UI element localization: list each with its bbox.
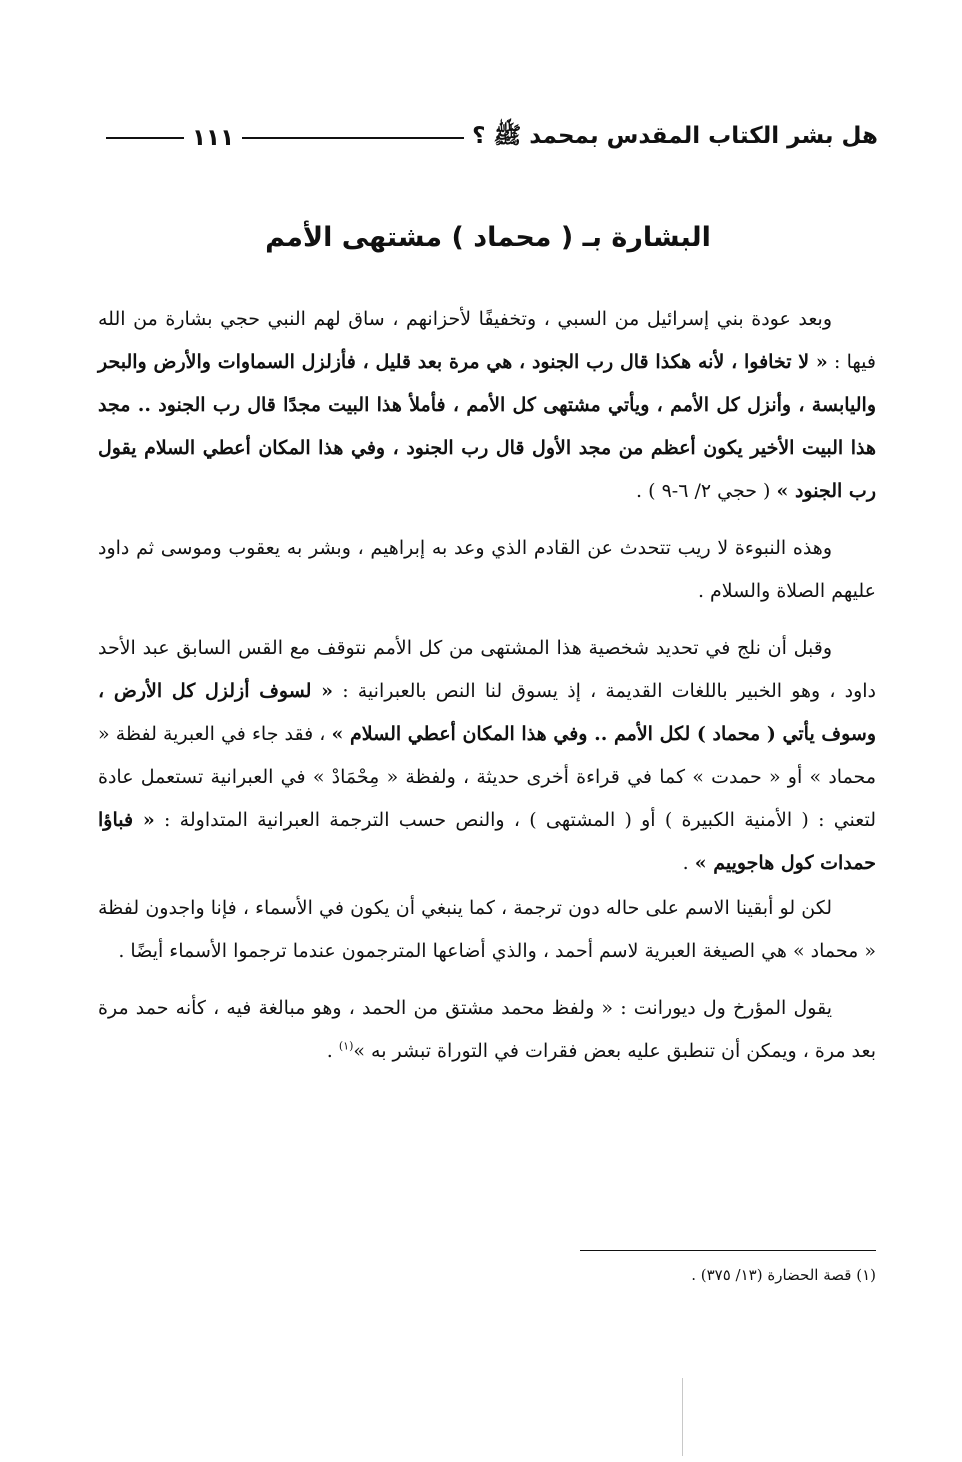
paragraph-2: وهذه النبوءة لا ريب تتحدث عن القادم الذي وعد به إبراهيم ، وبشر به يعقوب وموسى ثم داود عليهم الصلاة والسلام .	[98, 537, 876, 602]
scan-artifact-line	[682, 1378, 683, 1456]
header-rule-short	[106, 137, 184, 139]
paragraph-3-end: .	[682, 852, 695, 874]
paragraph-1	[98, 298, 876, 513]
paragraph-3-quote: « لسوف أزلزل كل الأرض ، وسوف يأتي ( محماد ) لكل الأمم .. وفي هذا المكان أعطي السلام »	[98, 680, 876, 745]
paragraph-5	[98, 987, 876, 1073]
paragraph-5-end: .	[326, 1040, 339, 1062]
running-header	[98, 118, 878, 158]
paragraph-3-hebrew-quote: « فباؤا حمدات كول هاجوييم »	[98, 809, 876, 874]
footnote-marker: (١)	[338, 1039, 354, 1053]
header-rule-long	[242, 137, 464, 139]
paragraph-1-intro: وبعد عودة بني إسرائيل من السبي ، وتخفيفًا لأحزانهم ، ساق لهم النبي حجي بشارة من الله فيها :	[98, 308, 876, 373]
paragraph-5-text: يقول المؤرخ ول ديورانت : « ولفظ محمد مشتق من الحمد ، وهو مبالغة فيه ، كأنه حمد مرة بعد مرة ، ويمكن أن تنطبق عليه بعض فقرات في التوراة تبشر به »	[98, 997, 876, 1062]
paragraph-3-intro: وقبل أن نلج في تحديد شخصية هذا المشتهى من كل الأمم نتوقف مع القس السابق عبد الأحد داود ، وهو الخبير باللغات القديمة ، إذ يسوق لنا النص بالعبرانية :	[98, 637, 876, 702]
chapter-title: البشارة بـ ( محماد ) مشتهى الأمم	[265, 222, 711, 253]
footnote-separator	[580, 1250, 876, 1251]
footnote: (١) قصة الحضارة (١٣/ ٣٧٥) .	[691, 1266, 876, 1284]
page-number: ١١١	[192, 125, 235, 151]
paragraph-3	[98, 627, 876, 885]
paragraph-1-reference: ( حجي ٢/ ٦-٩ ) .	[636, 480, 777, 502]
paragraph-1-quote: « لا تخافوا ، لأنه هكذا قال رب الجنود ، هي مرة بعد قليل ، فأزلزل السماوات والأرض والبحر واليابسة ، وأنزل كل الأمم ، ويأتي مشتهى كل الأمم ، فأملأ هذا البيت مجدًا قال رب الجنود .. مجد هذا البيت الأخير يكون أعظم من مجد الأول قال رب الجنود ، وفي هذا المكان أعطي السلام يقول رب الجنود »	[98, 351, 877, 502]
body-text	[98, 298, 876, 1087]
paragraph-4: لكن لو أبقينا الاسم على حاله دون ترجمة ، كما ينبغي أن يكون في الأسماء ، فإنا واجدون لفظة « محماد » هي الصيغة العبرية لاسم أحمد ، والذي أضاعها المترجمون عندما ترجموا الأسماء أيضًا .	[98, 897, 876, 962]
paragraph-3-middle: ، فقد جاء في العبرية لفظة « محماد » أو « حمدت » كما في قراءة أخرى حديثة ، ولفظة « مِحْمَادْ » في العبرانية تستعمل عادة لتعني : ( الأمنية الكبيرة ) أو ( المشتهى ) ، والنص حسب الترجمة العبرانية المتداولة :	[98, 723, 876, 831]
running-header-title: هل بشر الكتاب المقدس بمحمد ﷺ ؟	[472, 123, 878, 149]
